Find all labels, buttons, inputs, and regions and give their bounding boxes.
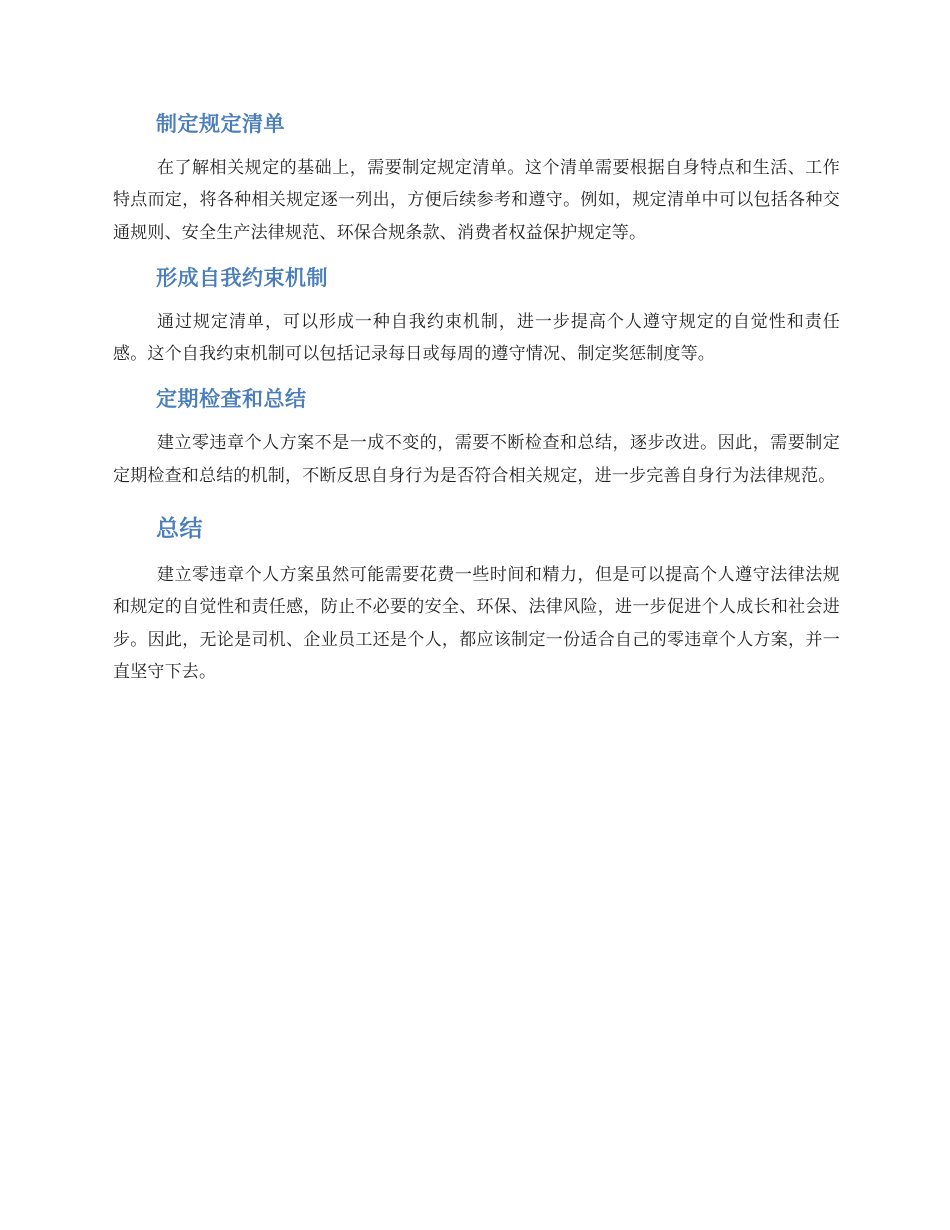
section-paragraph: 建立零违章个人方案不是一成不变的，需要不断检查和总结，逐步改进。因此，需要制定定期检查和总结的机制，不断反思自身行为是否符合相关规定，进一步完善自身行为法律规范。: [113, 433, 840, 486]
document-body: [113, 107, 840, 688]
section-heading: 形成自我约束机制: [156, 265, 328, 290]
section-define-rules-list: [113, 107, 840, 249]
section-paragraph: 在了解相关规定的基础上，需要制定规定清单。这个清单需要根据自身特点和生活、工作特点而定，将各种相关规定逐一列出，方便后续参考和遵守。例如，规定清单中可以包括各种交通规则、安全生产法律规范、环保合规条款、消费者权益保护规定等。: [113, 158, 840, 243]
section-paragraph: 建立零违章个人方案虽然可能需要花费一些时间和精力，但是可以提高个人遵守法律法规和规定的自觉性和责任感，防止不必要的安全、环保、法律风险，进一步促进个人成长和社会进步。因此，无论是司机、企业员工还是个人，都应该制定一份适合自己的零违章个人方案，并一直坚守下去。: [113, 565, 840, 682]
section-paragraph: 通过规定清单，可以形成一种自我约束机制，进一步提高个人遵守规定的自觉性和责任感。这个自我约束机制可以包括记录每日或每周的遵守情况、制定奖惩制度等。: [113, 311, 840, 365]
section-self-discipline-mechanism: [113, 261, 840, 371]
section-heading: 总结: [156, 516, 203, 543]
section-heading: 制定规定清单: [156, 112, 285, 136]
section-periodic-review: [113, 382, 840, 492]
section-summary: [113, 510, 840, 688]
section-heading: 定期检查和总结: [156, 387, 307, 412]
